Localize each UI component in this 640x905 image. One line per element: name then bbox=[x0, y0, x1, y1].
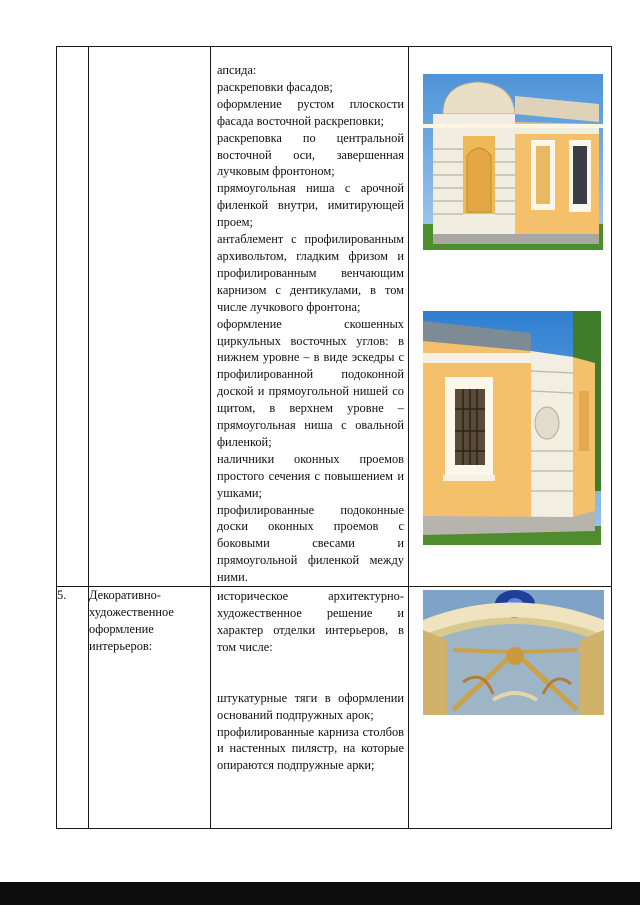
spacer bbox=[217, 656, 404, 690]
description-cell bbox=[211, 47, 409, 587]
monument-features-table bbox=[56, 46, 612, 829]
table-row bbox=[57, 47, 612, 587]
list-item: наличники оконных проемов простого сечения с повышением и ушками; bbox=[217, 451, 404, 500]
description-text bbox=[211, 47, 408, 586]
row-number-cell bbox=[57, 47, 89, 587]
photo-cell bbox=[409, 587, 612, 829]
list-item: раскреповки фасадов; bbox=[217, 79, 333, 94]
list-item: антаблемент с профилированным архивольтом, гладким фризом и профилированным венчающим карнизом с дентикулами, в том числе лучкового фронтона; bbox=[217, 232, 404, 314]
description-cell bbox=[211, 587, 409, 829]
list-item: историческое архитектурно-художественное решение и характер отделки интерьеров, в том числе: bbox=[217, 589, 404, 654]
building-facade-photo bbox=[423, 74, 603, 250]
list-item: апсида: bbox=[217, 63, 257, 77]
row-number-cell: 5. bbox=[57, 587, 89, 829]
photo-cell bbox=[409, 47, 612, 587]
list-item: штукатурные тяги в оформлении оснований подпружных арок; bbox=[217, 690, 404, 722]
list-item: раскреповка по центральной восточной оси, завершенная лучковым фронтоном; bbox=[217, 130, 404, 179]
description-text bbox=[211, 587, 408, 774]
row-topic-cell: Декоративно-художественное оформление интерьеров: bbox=[89, 587, 211, 829]
building-corner-photo bbox=[423, 311, 601, 545]
list-item: профилированные карниза столбов и настенных пилястр, на которые опираются подпружные арки; bbox=[217, 724, 404, 773]
list-item: оформление рустом плоскости фасада восточной раскреповки; bbox=[217, 96, 404, 128]
interior-vault-photo bbox=[423, 590, 604, 715]
scan-bottom-edge bbox=[0, 882, 640, 905]
list-item: профилированные подоконные доски оконных проемов с боковыми свесами и прямоугольной филенкой между ними. bbox=[217, 502, 404, 585]
table-row bbox=[57, 587, 612, 829]
list-item: прямоугольная ниша с арочной филенкой внутри, имитирующей проем; bbox=[217, 181, 404, 230]
list-item: оформление скошенных циркульных восточных углов: в нижнем уровне – в виде эскедры с профилированной подоконной доской и прямоугольной нишей со щитом, в верхнем уровне – прямоугольная ниша с овальной филенкой; bbox=[217, 316, 404, 449]
row-topic-cell bbox=[89, 47, 211, 587]
